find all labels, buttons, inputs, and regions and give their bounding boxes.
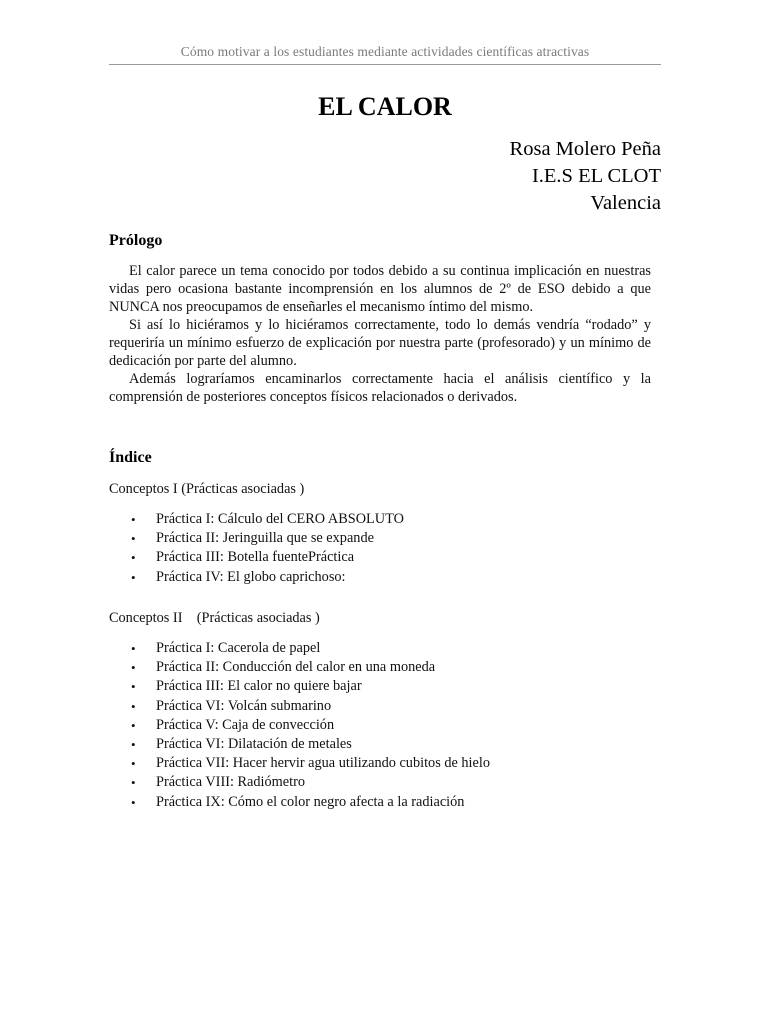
list-item (109, 716, 490, 735)
list-item-text: Práctica VII: Hacer hervir agua utilizando cubitos de hielo (156, 755, 490, 772)
list-item-text: Práctica IX: Cómo el color negro afecta a la radiación (156, 793, 465, 810)
list-item-text: Práctica I: Cálculo del CERO ABSOLUTO (156, 511, 404, 527)
document-title: EL CALOR (318, 92, 452, 121)
list-item (109, 568, 404, 587)
index-group-1-list (109, 510, 404, 587)
list-item-text: Práctica III: El calor no quiere bajar (156, 678, 362, 695)
list-item (109, 697, 490, 716)
author-institution: I.E.S EL CLOT (531, 165, 661, 187)
bullet-icon: • (131, 717, 136, 733)
index-heading: Índice (109, 449, 152, 466)
prologue-paragraph: El calor parece un tema conocido por todos debido a su continua implicación en nuestras vidas pero ocasiona bastante incomprensión en los alumnos de 2º de ESO debido a que NUNCA nos preocupamos de enseñarles el mecanismo íntimo del mismo. (109, 263, 651, 315)
index-group-label-1: Conceptos I (Prácticas asociadas ) (109, 481, 305, 497)
list-item-text: Práctica VIII: Radiómetro (156, 774, 306, 791)
bullet-icon: • (131, 512, 136, 527)
list-item-text: Práctica VI: Volcán submarino (156, 697, 332, 714)
list-item (109, 773, 490, 792)
list-item (109, 793, 490, 812)
list-item (109, 677, 490, 696)
prologue-body (109, 262, 651, 406)
list-item-text: Práctica II: Conducción del calor en una moneda (156, 659, 436, 676)
author-block (510, 136, 661, 217)
list-item-text: Práctica V: Caja de convección (156, 716, 335, 733)
bullet-icon: • (131, 756, 136, 772)
list-item-text: Práctica II: Jeringuilla que se expande (156, 530, 374, 547)
author-city: Valencia (590, 192, 661, 214)
bullet-icon: • (131, 794, 136, 810)
bullet-icon: • (131, 679, 136, 695)
bullet-icon: • (131, 531, 136, 547)
prologue-heading: Prólogo (109, 232, 163, 249)
list-item (109, 658, 490, 677)
list-item (109, 639, 490, 658)
running-header: Cómo motivar a los estudiantes mediante actividades científicas atractivas (180, 44, 590, 59)
bullet-icon: • (131, 641, 136, 656)
bullet-icon: • (131, 775, 136, 791)
list-item-text: Práctica III: Botella fuentePráctica (156, 549, 355, 566)
header-rule (109, 64, 661, 65)
list-item (109, 510, 404, 529)
index-group-label-2: Conceptos II (Prácticas asociadas ) (109, 610, 320, 626)
list-item-text: Práctica VI: Dilatación de metales (156, 735, 352, 752)
prologue-paragraph: Además lograríamos encaminarlos correctamente hacia el análisis científico y la comprensión de posteriores conceptos físicos relacionados o derivados. (109, 371, 651, 405)
bullet-icon: • (131, 569, 136, 585)
bullet-icon: • (131, 698, 136, 714)
author-name: Rosa Molero Peña (509, 138, 661, 160)
index-group-2-list (109, 639, 490, 812)
bullet-icon: • (131, 550, 136, 566)
list-item-text: Práctica I: Cacerola de papel (156, 640, 321, 656)
bullet-icon: • (131, 660, 136, 676)
prologue-paragraph: Si así lo hiciéramos y lo hiciéramos correctamente, todo lo demás vendría “rodado” y requeriría un mínimo esfuerzo de explicación por nuestra parte (profesorado) y un mínimo de dedicación por parte del alumno. (109, 317, 651, 369)
list-item (109, 548, 404, 567)
list-item (109, 529, 404, 548)
list-item (109, 754, 490, 773)
list-item-text: Práctica IV: El globo caprichoso: (156, 568, 346, 585)
list-item (109, 735, 490, 754)
bullet-icon: • (131, 736, 136, 752)
